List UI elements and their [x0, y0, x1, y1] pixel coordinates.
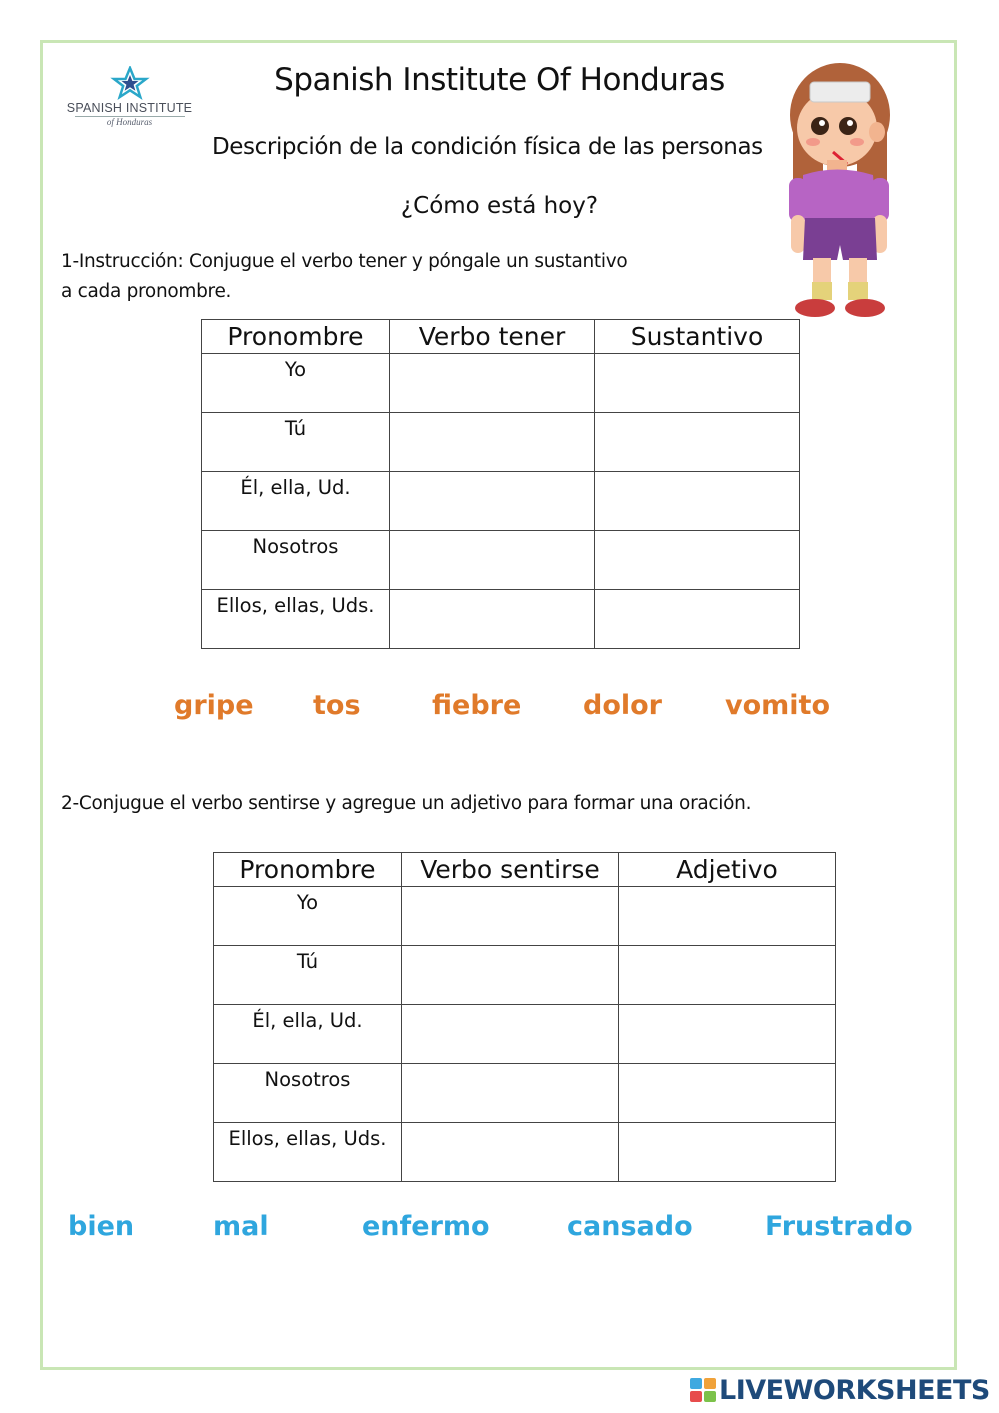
table-row	[202, 590, 800, 649]
word-bank-item: enfermo	[362, 1211, 490, 1242]
instruction-1-line-2: a cada pronombre.	[61, 281, 232, 302]
adjective-answer-cell[interactable]	[619, 1005, 836, 1064]
column-header: Sustantivo	[595, 320, 800, 354]
word-bank-item: cansado	[567, 1211, 693, 1242]
table-row	[214, 1064, 836, 1123]
adjective-answer-cell[interactable]	[619, 946, 836, 1005]
word-bank-item: mal	[213, 1211, 269, 1242]
page-title: Spanish Institute Of Honduras	[274, 62, 725, 98]
verb-answer-cell[interactable]	[390, 354, 595, 413]
column-header: Adjetivo	[619, 853, 836, 887]
pronoun-cell: Nosotros	[202, 531, 390, 590]
verb-answer-cell[interactable]	[390, 413, 595, 472]
pronoun-cell: Tú	[214, 946, 402, 1005]
table-header-row	[202, 320, 800, 354]
column-header: Verbo sentirse	[402, 853, 619, 887]
pronoun-cell: Ellos, ellas, Uds.	[214, 1123, 402, 1182]
verb-answer-cell[interactable]	[402, 887, 619, 946]
pronoun-cell: Yo	[202, 354, 390, 413]
logo-text: SPANISH INSTITUTE	[66, 101, 193, 115]
liveworksheets-brand[interactable]	[690, 1375, 990, 1405]
verb-answer-cell[interactable]	[390, 472, 595, 531]
adjective-answer-cell[interactable]	[619, 1064, 836, 1123]
instruction-2: 2-Conjugue el verbo sentirse y agregue un adjetivo para formar una oración.	[61, 793, 752, 814]
verb-answer-cell[interactable]	[390, 590, 595, 649]
table-row	[214, 1005, 836, 1064]
sick-girl-illustration	[785, 60, 900, 325]
question-heading: ¿Cómo está hoy?	[400, 193, 599, 219]
verb-answer-cell[interactable]	[402, 1123, 619, 1182]
sentirse-table	[213, 852, 836, 1182]
word-bank-item: dolor	[583, 690, 662, 721]
word-bank-item: bien	[68, 1211, 135, 1242]
instruction-1-line-1: 1-Instrucción: Conjugue el verbo tener y póngale un sustantivo	[61, 251, 628, 272]
word-bank-item: fiebre	[432, 690, 522, 721]
page-subtitle: Descripción de la condición física de las personas	[212, 134, 763, 160]
pronoun-cell: Nosotros	[214, 1064, 402, 1123]
instruction-1	[61, 247, 681, 307]
noun-answer-cell[interactable]	[595, 472, 800, 531]
column-header: Verbo tener	[390, 320, 595, 354]
verb-answer-cell[interactable]	[402, 1005, 619, 1064]
pronoun-cell: Yo	[214, 887, 402, 946]
noun-answer-cell[interactable]	[595, 531, 800, 590]
word-bank-item: tos	[313, 690, 361, 721]
table-row	[202, 354, 800, 413]
column-header: Pronombre	[214, 853, 402, 887]
verb-answer-cell[interactable]	[402, 946, 619, 1005]
table-row	[202, 472, 800, 531]
table-row	[214, 946, 836, 1005]
pronoun-cell: Ellos, ellas, Uds.	[202, 590, 390, 649]
column-header: Pronombre	[202, 320, 390, 354]
adjective-answer-cell[interactable]	[619, 887, 836, 946]
tener-table	[201, 319, 800, 649]
table-header-row	[214, 853, 836, 887]
pronoun-cell: Él, ella, Ud.	[214, 1005, 402, 1064]
noun-answer-cell[interactable]	[595, 354, 800, 413]
table-row	[214, 887, 836, 946]
word-bank-item: gripe	[174, 690, 254, 721]
table-row	[214, 1123, 836, 1182]
adjective-answer-cell[interactable]	[619, 1123, 836, 1182]
noun-answer-cell[interactable]	[595, 413, 800, 472]
word-bank-item: vomito	[725, 690, 830, 721]
liveworksheets-text: LIVEWORKSHEETS	[719, 1374, 990, 1406]
pronoun-cell: Tú	[202, 413, 390, 472]
verb-answer-cell[interactable]	[402, 1064, 619, 1123]
liveworksheets-icon	[690, 1378, 716, 1402]
noun-answer-cell[interactable]	[595, 590, 800, 649]
word-bank-item: Frustrado	[765, 1211, 913, 1242]
table-row	[202, 531, 800, 590]
verb-answer-cell[interactable]	[390, 531, 595, 590]
logo-subtext: of Honduras	[75, 116, 185, 127]
table-row	[202, 413, 800, 472]
pronoun-cell: Él, ella, Ud.	[202, 472, 390, 531]
